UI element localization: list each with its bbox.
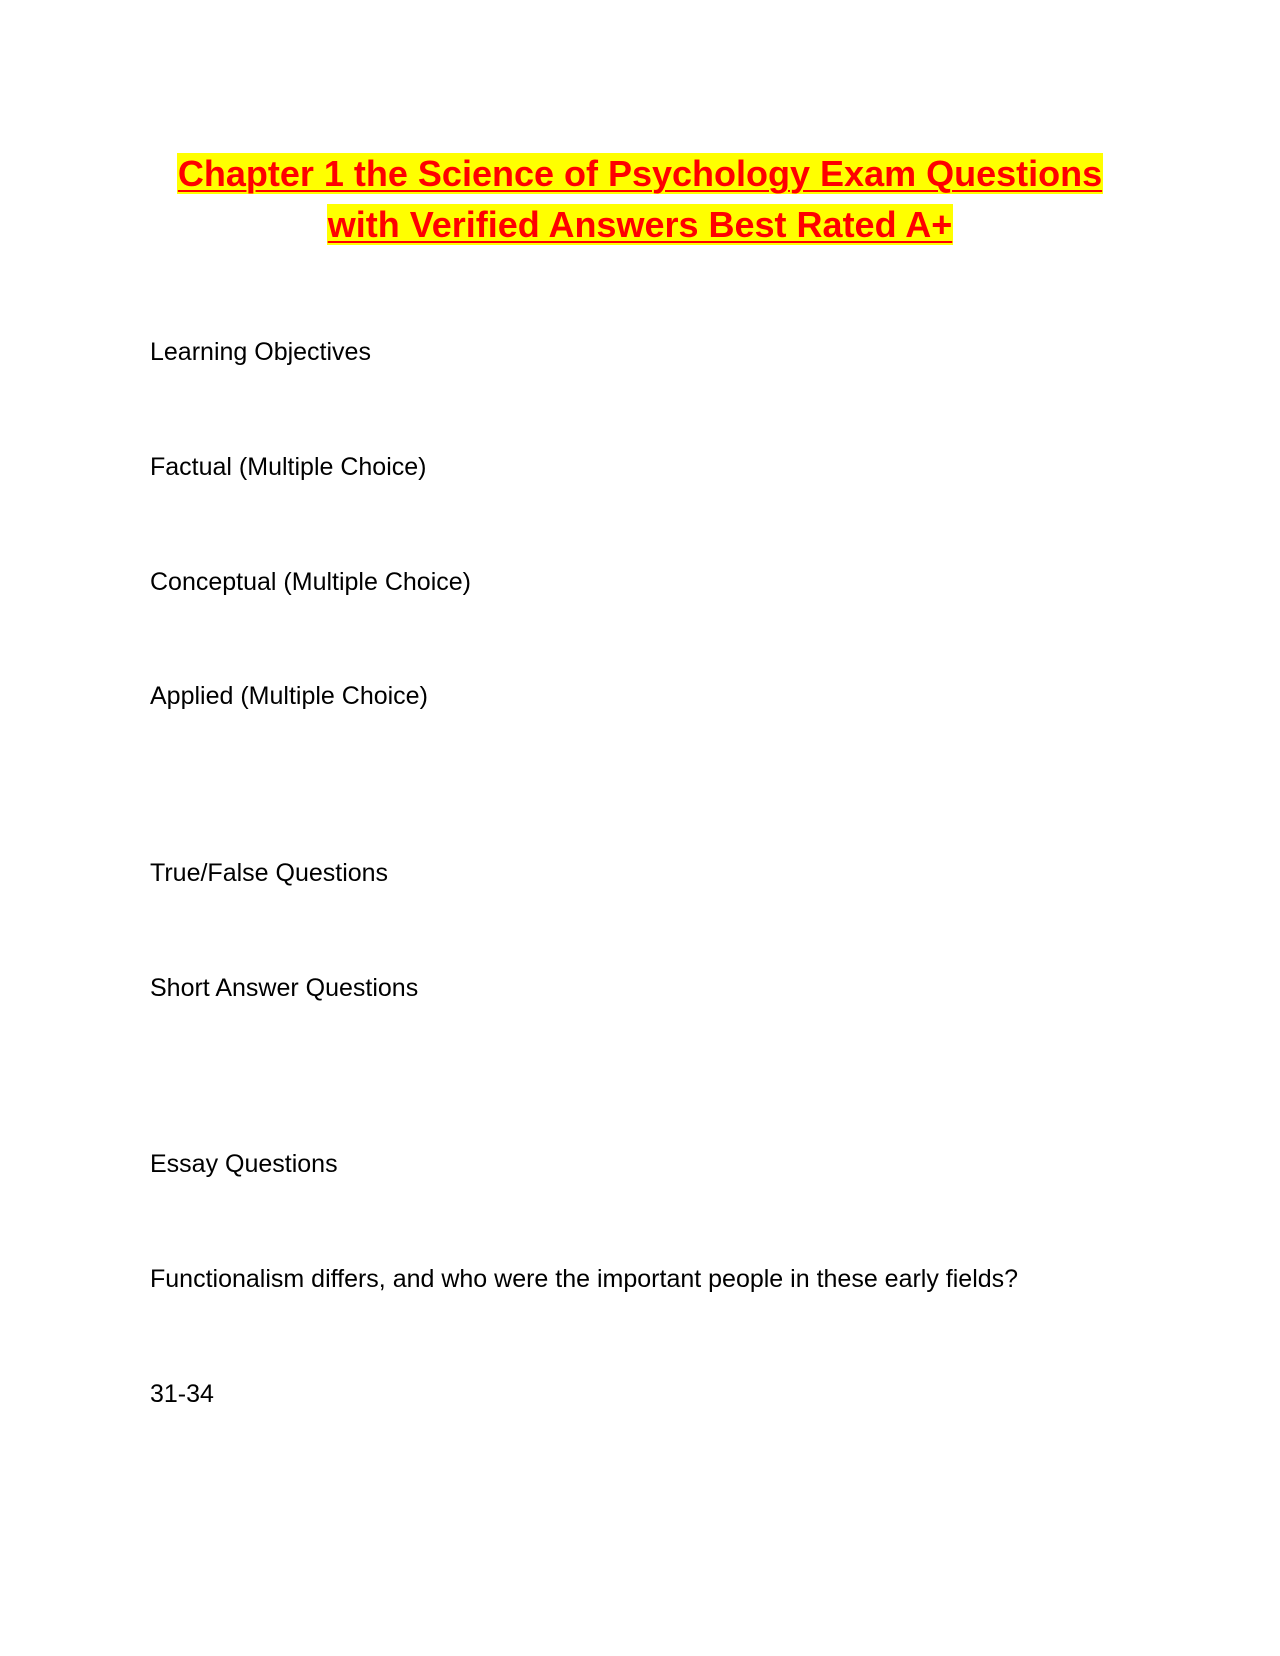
conceptual-heading: Conceptual (Multiple Choice) <box>150 568 471 596</box>
document-title <box>150 148 1130 250</box>
learning-objectives-heading: Learning Objectives <box>150 338 371 366</box>
true-false-heading: True/False Questions <box>150 859 389 887</box>
page-range: 31-34 <box>150 1380 214 1408</box>
title-line-1: Chapter 1 the Science of Psychology Exam Questions <box>177 153 1103 194</box>
short-answer-heading: Short Answer Questions <box>150 974 419 1002</box>
factual-heading: Factual (Multiple Choice) <box>150 453 427 481</box>
essay-heading: Essay Questions <box>150 1150 338 1178</box>
applied-heading: Applied (Multiple Choice) <box>150 682 428 710</box>
functionalism-question: Functionalism differs, and who were the important people in these early fields? <box>150 1265 1019 1293</box>
title-line-2: with Verified Answers Best Rated A+ <box>327 204 953 245</box>
